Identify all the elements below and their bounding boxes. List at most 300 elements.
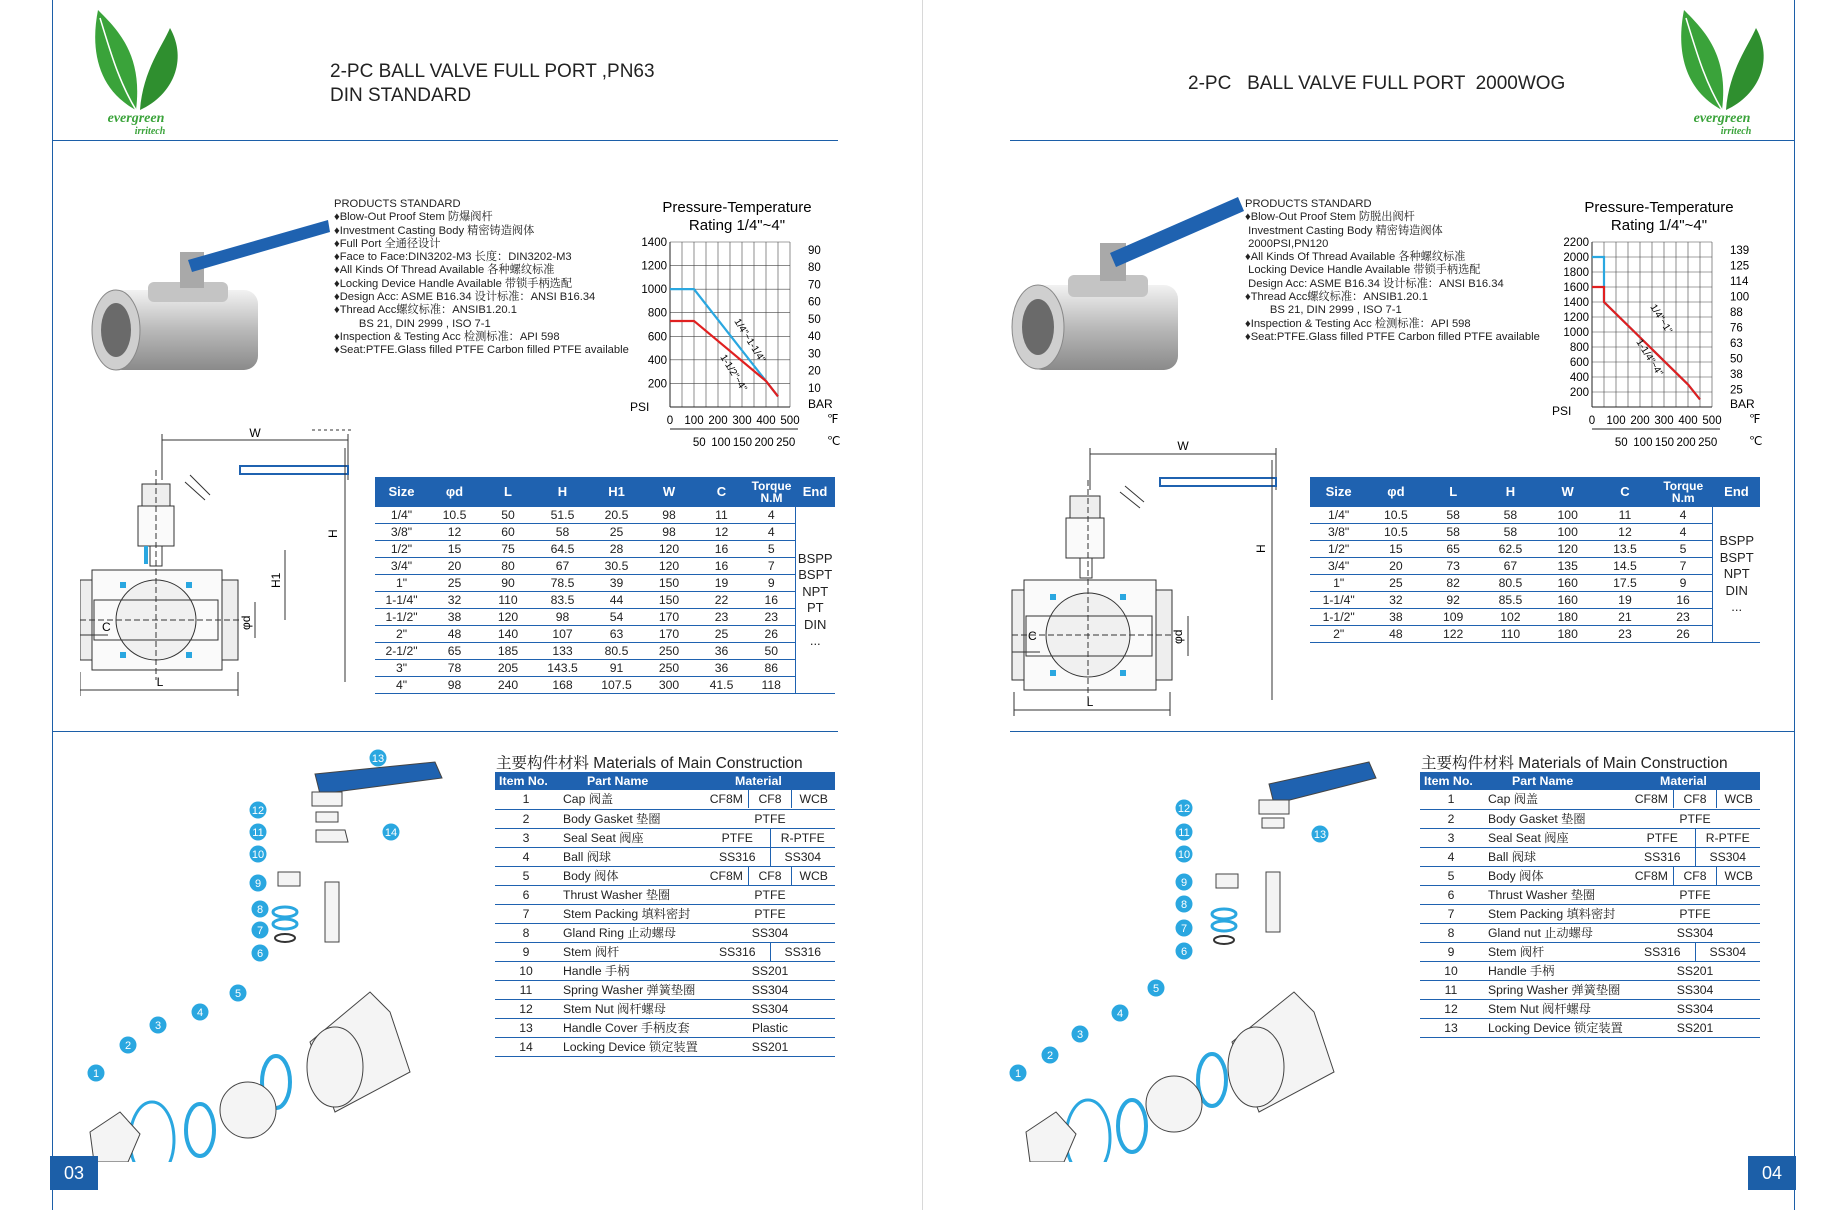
materials-row <box>1420 866 1760 885</box>
spec-cell: 140 <box>481 626 535 643</box>
material-value: SS304 <box>751 982 789 997</box>
spec-cell: 1" <box>375 575 428 592</box>
spec-cell: 23 <box>748 609 795 626</box>
spec-cell: 1/4" <box>1310 507 1367 524</box>
bar-tick-label: 100 <box>1730 291 1750 304</box>
material-cell <box>1630 904 1760 923</box>
spec-cell: 250 <box>643 643 695 660</box>
spec-cell: 25 <box>1367 575 1424 592</box>
spec-cell: 32 <box>428 592 481 609</box>
spec-cell: 67 <box>1482 558 1539 575</box>
end-type: BSPP <box>1719 533 1755 549</box>
spec-cell: 19 <box>1596 592 1653 609</box>
materials-row <box>495 866 835 885</box>
spec-cell: 118 <box>748 677 795 694</box>
spec-cell: 10.5 <box>1367 524 1424 541</box>
spec-cell: 9 <box>1654 575 1713 592</box>
spec-cell: 180 <box>1539 609 1596 626</box>
callout-number: 2 <box>1046 1050 1054 1062</box>
callout-number: 8 <box>256 904 264 916</box>
material-value: SS304 <box>1695 848 1761 866</box>
standard-line: ♦Face to Face:DIN3202-M3 长度：DIN3202-M3 <box>334 251 572 264</box>
spec-row <box>1310 609 1760 626</box>
material-cell <box>705 828 835 847</box>
spec-cell: 58 <box>535 524 590 541</box>
spec-cell: 65 <box>428 643 481 660</box>
materials-row <box>1420 904 1760 923</box>
materials-row <box>495 961 835 980</box>
material-cell <box>705 980 835 999</box>
end-type: ... <box>809 633 821 649</box>
material-value: PTFE <box>1679 906 1711 921</box>
f-tick-label: 300 <box>732 415 752 427</box>
spec-cell: 1-1/4" <box>1310 592 1367 609</box>
col-size: Size <box>1310 477 1367 507</box>
part-name: Thrust Washer 垫圈 <box>1482 885 1630 904</box>
f-tick-label: 0 <box>1588 415 1596 427</box>
material-value: PTFE <box>1646 830 1678 845</box>
col-w: W <box>1539 477 1596 507</box>
item-no: 4 <box>495 847 557 866</box>
callout-number: 5 <box>1152 983 1160 995</box>
c-tick-label: 250 <box>776 437 796 449</box>
item-no: 13 <box>1420 1018 1482 1037</box>
material-value: PTFE <box>754 906 786 921</box>
item-no: 10 <box>1420 961 1482 980</box>
item-no: 10 <box>495 961 557 980</box>
material-cell <box>705 847 835 866</box>
material-cell <box>705 961 835 980</box>
right-header-rule <box>1010 140 1794 141</box>
col-d: φd <box>1367 477 1424 507</box>
spec-cell: 185 <box>481 643 535 660</box>
spec-cell: 25 <box>590 524 643 541</box>
spec-cell: 12 <box>428 524 481 541</box>
part-name: Stem Packing 填料密封 <box>1482 904 1630 923</box>
part-name: Stem 阀杆 <box>1482 942 1630 961</box>
materials-row <box>495 1018 835 1037</box>
spec-cell: 44 <box>590 592 643 609</box>
c-tick-label: 50 <box>692 437 706 449</box>
spec-cell: 300 <box>643 677 695 694</box>
psi-tick-label: 1400 <box>641 237 667 249</box>
dim-h-label: H <box>1254 544 1268 553</box>
spec-cell: 7 <box>748 558 795 575</box>
spec-cell: 12 <box>695 524 748 541</box>
spec-row <box>1310 558 1760 575</box>
spec-cell: 240 <box>481 677 535 694</box>
materials-row <box>495 885 835 904</box>
col-d: φd <box>428 477 481 507</box>
page-divider <box>922 0 923 1210</box>
part-name: Ball 阀球 <box>1482 847 1630 866</box>
material-cell <box>1630 847 1760 866</box>
standard-line: PRODUCTS STANDARD <box>334 198 461 210</box>
col-material: Material <box>705 772 835 790</box>
spec-cell: 1-1/4" <box>375 592 428 609</box>
bar-tick-label: 88 <box>1730 307 1743 319</box>
bar-tick-label: 80 <box>808 262 821 275</box>
material-value: SS304 <box>751 1001 789 1016</box>
f-unit-label: ℉ <box>827 412 839 426</box>
psi-tick-label: 1400 <box>1563 297 1589 309</box>
material-value: CF8M <box>1634 792 1668 807</box>
spec-cell: 38 <box>1367 609 1424 626</box>
material-value: SS316 <box>1643 944 1681 959</box>
left-dimension-drawing <box>80 420 360 705</box>
spec-cell: 1/4" <box>375 507 428 524</box>
c-tick-label: 250 <box>1698 437 1718 449</box>
spec-cell: 64.5 <box>535 541 590 558</box>
series-label: 1/4"~1" <box>1647 302 1674 336</box>
psi-tick-label: 600 <box>1569 357 1589 369</box>
spec-cell: 80.5 <box>590 643 643 660</box>
spec-cell: 51.5 <box>535 507 590 524</box>
c-unit-label: ℃ <box>827 434 841 448</box>
col-part-name: Part Name <box>557 772 705 790</box>
part-name: Cap 阀盖 <box>557 790 705 809</box>
series-label: 1-1/2"~4" <box>717 352 749 394</box>
spec-cell: 20 <box>1367 558 1424 575</box>
standard-line: PRODUCTS STANDARD <box>1245 198 1372 210</box>
spec-cell: 110 <box>1482 626 1539 643</box>
psi-tick-label: 400 <box>1569 372 1589 384</box>
c-tick-label: 100 <box>1633 437 1653 449</box>
spec-header-row <box>1310 477 1760 507</box>
col-c: C <box>1596 477 1653 507</box>
right-pt-chart <box>1552 192 1767 452</box>
spec-cell: 180 <box>1539 626 1596 643</box>
spec-row <box>375 660 835 677</box>
standard-line: 2000PSI,PN120 <box>1245 237 1329 250</box>
f-tick-label: 100 <box>684 415 704 427</box>
material-cell <box>705 942 835 961</box>
spec-cell: 78.5 <box>535 575 590 592</box>
end-type: BSPT <box>1719 549 1754 565</box>
bar-tick-label: 70 <box>808 279 821 292</box>
col-size: Size <box>375 477 428 507</box>
col-h1: H1 <box>590 477 643 507</box>
item-no: 9 <box>1420 942 1482 961</box>
spec-cell: 205 <box>481 660 535 677</box>
material-cell <box>705 1018 835 1037</box>
psi-tick-label: 200 <box>1569 387 1589 399</box>
spec-cell: 120 <box>1539 541 1596 558</box>
psi-axis-label: PSI <box>630 400 650 414</box>
spec-cell: 58 <box>1425 524 1482 541</box>
spec-cell: 133 <box>535 643 590 660</box>
material-cell <box>705 866 835 885</box>
spec-cell: 15 <box>1367 541 1424 558</box>
materials-row <box>495 790 835 809</box>
standard-line: ♦Inspection & Testing Acc 检测标准：API 598 <box>1245 317 1471 330</box>
spec-cell: 2-1/2" <box>375 643 428 660</box>
bar-tick-label: 50 <box>1730 353 1743 366</box>
left-page-number: 03 <box>50 1156 98 1190</box>
psi-tick-label: 1600 <box>1563 282 1589 294</box>
spec-cell: 16 <box>748 592 795 609</box>
spec-row <box>1310 524 1760 541</box>
standard-line: ♦Locking Device Handle Available 带锁手柄选配 <box>334 277 573 290</box>
dim-h1-label: H1 <box>269 572 283 588</box>
materials-row <box>495 828 835 847</box>
spec-cell: 67 <box>535 558 590 575</box>
part-name: Handle Cover 手柄皮套 <box>557 1018 705 1037</box>
spec-cell: 14.5 <box>1596 558 1653 575</box>
psi-tick-label: 2200 <box>1563 237 1589 249</box>
evergreen-logo-left <box>88 10 188 136</box>
part-name: Cap 阀盖 <box>1482 790 1630 809</box>
col-end: End <box>1713 477 1760 507</box>
spec-cell: 19 <box>695 575 748 592</box>
spec-cell: 41.5 <box>695 677 748 694</box>
psi-tick-label: 1200 <box>1563 312 1589 324</box>
spec-row <box>375 609 835 626</box>
spec-cell: 90 <box>481 575 535 592</box>
material-value: SS304 <box>1676 1001 1714 1016</box>
bar-tick-label: 25 <box>1730 384 1743 397</box>
right-materials-table <box>1420 772 1760 1038</box>
materials-header-row <box>1420 772 1760 790</box>
col-torque: Torque N.m <box>1654 477 1713 507</box>
callout-number: 14 <box>384 827 398 839</box>
right-materials-title: 主要构件材料 Materials of Main Construction <box>1421 755 1728 772</box>
psi-tick-label: 200 <box>647 378 667 391</box>
callout-number: 11 <box>1178 827 1190 839</box>
spec-cell: 50 <box>481 507 535 524</box>
left-materials-table <box>495 772 835 1057</box>
materials-row <box>495 904 835 923</box>
standard-line: ♦Thread Acc螺纹标准：ANSIB1.20.1 <box>334 304 517 317</box>
part-name: Locking Device 锁定装置 <box>557 1037 705 1056</box>
ball-valve-photo-left <box>88 210 338 385</box>
spec-row <box>375 575 835 592</box>
end-type: PT <box>806 600 824 616</box>
spec-header-row <box>375 477 835 507</box>
item-no: 4 <box>1420 847 1482 866</box>
standard-line: Investment Casting Body 精密铸造阀体 <box>1245 224 1443 237</box>
dim-w-label: W <box>1177 439 1189 453</box>
bar-tick-label: 10 <box>808 382 821 395</box>
bar-tick-label: 30 <box>808 348 821 361</box>
spec-cell: 110 <box>481 592 535 609</box>
right-dimension-drawing <box>1010 430 1290 720</box>
end-type: BSPP <box>797 550 833 566</box>
material-value: CF8 <box>1673 790 1717 808</box>
callout-number: 6 <box>256 948 264 960</box>
col-w: W <box>643 477 695 507</box>
chart-title-2: Rating 1/4"~4" <box>1610 217 1708 234</box>
materials-row <box>495 942 835 961</box>
spec-cell: 20 <box>428 558 481 575</box>
material-cell <box>1630 809 1760 828</box>
material-cell <box>1630 999 1760 1018</box>
col-l: L <box>1425 477 1482 507</box>
f-tick-label: 400 <box>756 415 776 427</box>
spec-row <box>375 592 835 609</box>
spec-cell: 4 <box>1654 524 1713 541</box>
part-name: Handle 手柄 <box>557 961 705 980</box>
spec-cell: 150 <box>643 575 695 592</box>
f-tick-label: 500 <box>1702 415 1722 427</box>
left-page-border <box>52 0 53 1210</box>
spec-cell: 9 <box>748 575 795 592</box>
spec-cell: 109 <box>1425 609 1482 626</box>
spec-cell: 11 <box>695 507 748 524</box>
material-cell <box>1630 923 1760 942</box>
col-part-name: Part Name <box>1482 772 1630 790</box>
spec-cell: 23 <box>695 609 748 626</box>
part-name: Locking Device 锁定装置 <box>1482 1018 1630 1037</box>
f-tick-label: 500 <box>780 415 800 427</box>
standard-line: ♦All Kinds Of Thread Available 各种螺纹标准 <box>1245 251 1466 264</box>
standard-line: ♦Thread Acc螺纹标准：ANSIB1.20.1 <box>1245 291 1428 304</box>
col-c: C <box>695 477 748 507</box>
bar-tick-label: 139 <box>1730 245 1750 257</box>
callout-number: 10 <box>1177 849 1191 861</box>
material-value: PTFE <box>754 887 786 902</box>
spec-cell: 4 <box>1654 507 1713 524</box>
spec-cell: 16 <box>695 558 748 575</box>
c-unit-label: ℃ <box>1749 434 1763 448</box>
callout-number: 13 <box>371 753 385 765</box>
spec-cell: 75 <box>481 541 535 558</box>
spec-cell: 16 <box>695 541 748 558</box>
part-name: Seal Seat 阀座 <box>557 828 705 847</box>
spec-cell: 23 <box>1596 626 1653 643</box>
materials-row <box>1420 980 1760 999</box>
callout-number: 3 <box>1076 1029 1084 1041</box>
spec-cell: 250 <box>643 660 695 677</box>
spec-cell: 107 <box>535 626 590 643</box>
item-no: 6 <box>495 885 557 904</box>
callout-number: 4 <box>196 1007 204 1019</box>
callout-number: 9 <box>1180 877 1188 889</box>
spec-cell: 16 <box>1654 592 1713 609</box>
material-cell <box>705 904 835 923</box>
callout-number: 7 <box>256 925 264 937</box>
end-type: NPT <box>1723 566 1750 582</box>
spec-cell: 39 <box>590 575 643 592</box>
spec-cell: 36 <box>695 660 748 677</box>
spec-cell: 11 <box>1596 507 1653 524</box>
psi-tick-label: 400 <box>647 354 667 367</box>
spec-cell: 3/4" <box>375 558 428 575</box>
bar-tick-label: 50 <box>808 313 821 326</box>
bar-tick-label: 60 <box>808 296 821 309</box>
spec-row <box>375 643 835 660</box>
material-cell <box>705 923 835 942</box>
f-tick-label: 300 <box>1654 415 1674 427</box>
material-cell <box>1630 942 1760 961</box>
right-product-standard <box>1245 198 1540 344</box>
material-value: PTFE <box>1679 811 1711 826</box>
spec-row <box>375 677 835 694</box>
item-no: 5 <box>495 866 557 885</box>
spec-row <box>375 558 835 575</box>
item-no: 6 <box>1420 885 1482 904</box>
col-l: L <box>481 477 535 507</box>
material-value: CF8M <box>709 868 743 883</box>
spec-cell: 48 <box>428 626 481 643</box>
standard-line: ♦Seat:PTFE.Glass filled PTFE Carbon filled PTFE available <box>1245 330 1540 343</box>
materials-row <box>1420 1018 1760 1037</box>
spec-cell: 122 <box>1425 626 1482 643</box>
spec-cell: 15 <box>428 541 481 558</box>
f-tick-label: 400 <box>1678 415 1698 427</box>
material-cell <box>705 1037 835 1056</box>
standard-line: Design Acc: ASME B16.34 设计标准：ANSI B16.34 <box>1245 277 1504 290</box>
bar-tick-label: 114 <box>1730 276 1749 288</box>
psi-tick-label: 2000 <box>1563 252 1589 264</box>
spec-row <box>375 524 835 541</box>
callout-number: 6 <box>1180 946 1188 958</box>
materials-row <box>1420 999 1760 1018</box>
material-value: SS304 <box>751 925 789 940</box>
col-item-no: Item No. <box>1420 772 1482 790</box>
spec-cell: 3" <box>375 660 428 677</box>
bar-tick-label: 40 <box>808 331 821 344</box>
col-material: Material <box>1630 772 1760 790</box>
standard-line: ♦Full Port 全通径设计 <box>334 237 441 250</box>
spec-cell: 102 <box>1482 609 1539 626</box>
materials-row <box>495 923 835 942</box>
material-value: CF8 <box>748 790 792 808</box>
f-unit-label: ℉ <box>1749 412 1761 426</box>
standard-line: ♦Blow-Out Proof Stem 防脱出阀杆 <box>1245 211 1415 224</box>
callout-number: 1 <box>92 1068 100 1080</box>
standard-line: ♦Seat:PTFE.Glass filled PTFE Carbon filled PTFE available <box>334 344 629 357</box>
materials-row <box>1420 923 1760 942</box>
part-name: Ball 阀球 <box>557 847 705 866</box>
materials-header-row <box>495 772 835 790</box>
spec-cell: 86 <box>748 660 795 677</box>
spec-cell: 10.5 <box>428 507 481 524</box>
end-type: DIN <box>804 616 827 632</box>
spec-cell: 20.5 <box>590 507 643 524</box>
part-name: Seal Seat 阀座 <box>1482 828 1630 847</box>
col-end: End <box>795 477 835 507</box>
spec-cell: 48 <box>1367 626 1424 643</box>
chart-title-2: Rating 1/4"~4" <box>688 217 786 234</box>
spec-cell: 80 <box>481 558 535 575</box>
bar-tick-label: 38 <box>1730 369 1743 381</box>
item-no: 3 <box>495 828 557 847</box>
spec-cell: 82 <box>1425 575 1482 592</box>
material-value: WCB <box>1716 867 1760 885</box>
end-types-cell <box>795 507 835 694</box>
spec-cell: 63 <box>590 626 643 643</box>
material-cell <box>705 999 835 1018</box>
dim-h-label: H <box>326 529 340 538</box>
spec-cell: 58 <box>1482 524 1539 541</box>
spec-row <box>375 541 835 558</box>
part-name: Thrust Washer 垫圈 <box>557 885 705 904</box>
chart-title-1: Pressure-Temperature <box>1584 199 1734 216</box>
item-no: 8 <box>1420 923 1482 942</box>
material-value: SS304 <box>1676 982 1714 997</box>
dim-l-label: L <box>156 675 164 689</box>
spec-cell: 17.5 <box>1596 575 1653 592</box>
left-page-title <box>330 60 655 108</box>
material-cell <box>705 885 835 904</box>
c-tick-label: 200 <box>754 437 774 449</box>
spec-cell: 4 <box>748 524 795 541</box>
standard-line: ♦Investment Casting Body 精密铸造阀体 <box>334 224 535 237</box>
c-tick-label: 150 <box>1654 437 1675 449</box>
spec-cell: 3/8" <box>1310 524 1367 541</box>
logo-sub-text: irritech <box>134 126 166 136</box>
